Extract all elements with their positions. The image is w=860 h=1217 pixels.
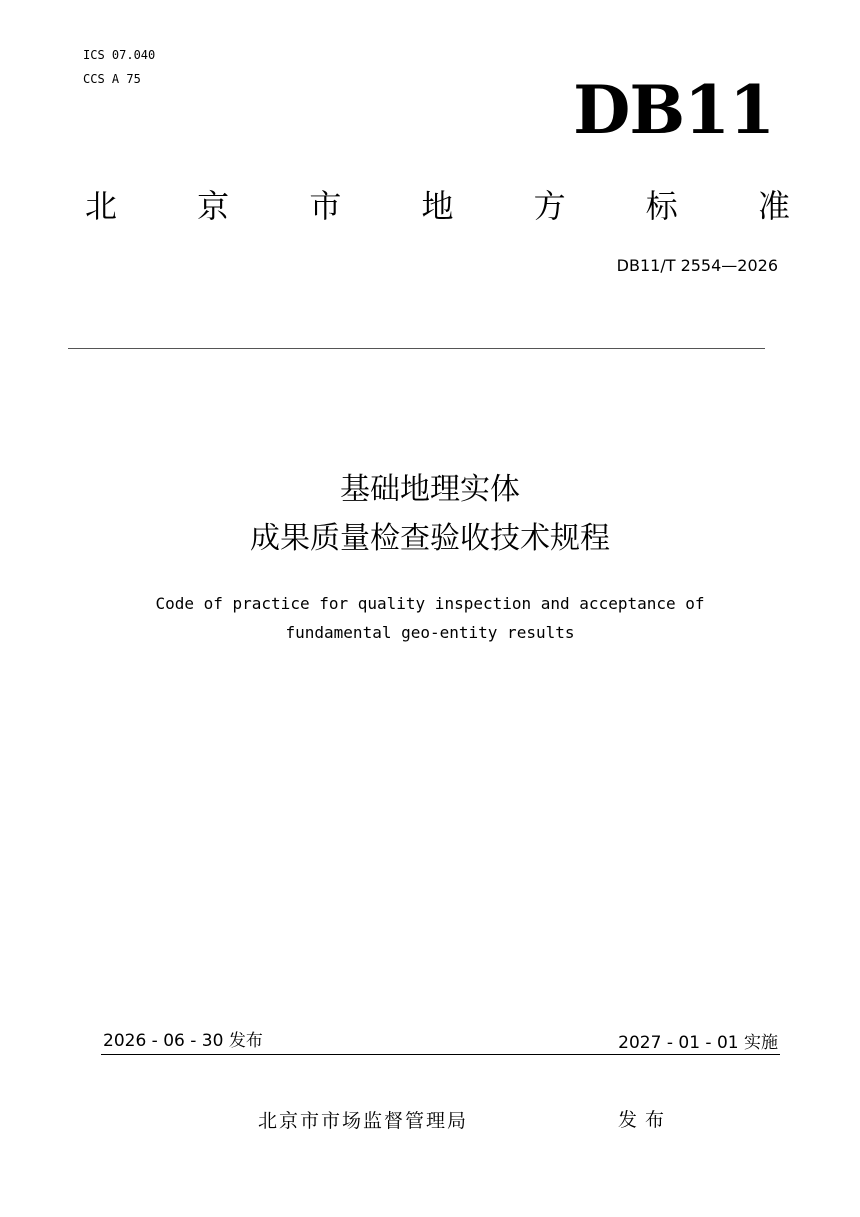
standard-type-char: 标 (645, 187, 678, 225)
ccs-code: CCS A 75 (83, 72, 141, 86)
header-divider (68, 348, 765, 349)
issuing-authority: 北京市市场监督管理局 (258, 1110, 469, 1132)
title-cn-line-1: 基础地理实体 (340, 472, 520, 507)
standard-type-char: 北 (85, 187, 118, 225)
title-en-line-2: fundamental geo-entity results (285, 623, 575, 642)
issue-date: 2026 - 06 - 30 发布 (103, 1031, 263, 1051)
publish-label: 发布 (618, 1109, 673, 1131)
implementation-date: 2027 - 01 - 01 实施 (618, 1033, 778, 1053)
footer-divider (101, 1054, 780, 1055)
title-en-line-1: Code of practice for quality inspection and acceptance of (155, 594, 705, 613)
standard-type-char: 准 (757, 187, 790, 225)
standard-type-char: 方 (533, 187, 566, 225)
standard-type-char: 京 (197, 187, 230, 225)
standard-type-char: 地 (421, 187, 454, 225)
standard-type-char: 市 (309, 187, 342, 225)
standard-logo: DB11 (573, 71, 774, 149)
ics-code: ICS 07.040 (83, 48, 156, 62)
standard-number: DB11/T 2554—2026 (616, 256, 778, 275)
title-cn-line-2: 成果质量检查验收技术规程 (250, 521, 610, 556)
standard-type-heading (85, 186, 790, 226)
